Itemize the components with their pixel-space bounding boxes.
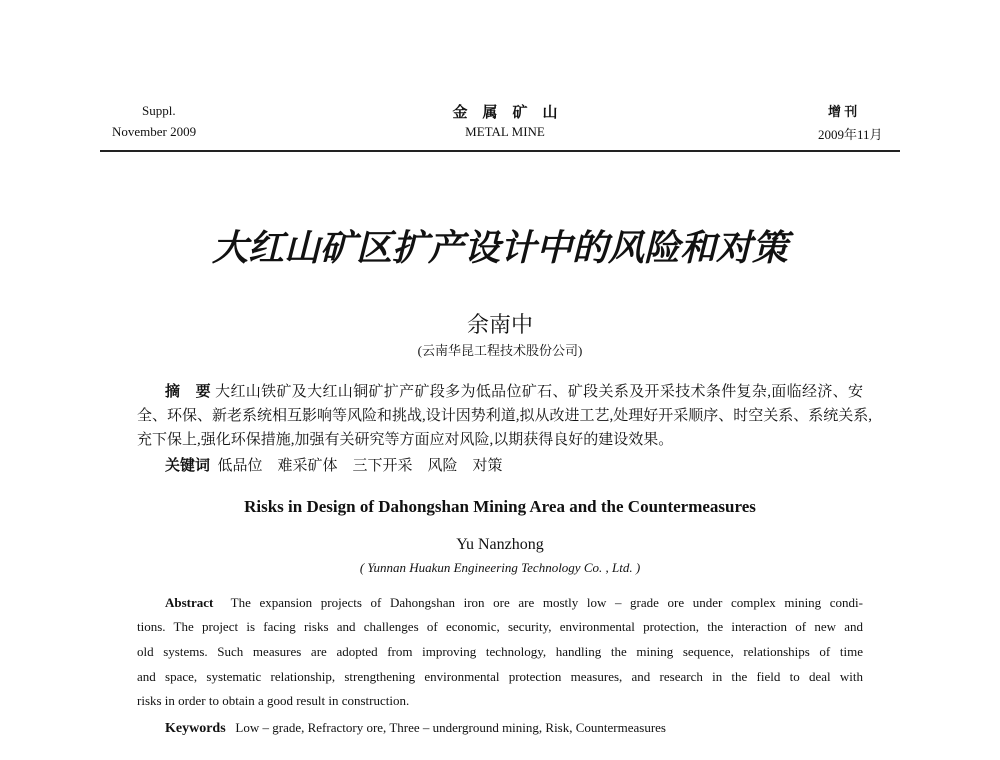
journal-name-en: METAL MINE xyxy=(465,124,545,139)
keywords-label-zh: 关键词 xyxy=(165,458,211,474)
title-en: Risks in Design of Dahongshan Mining Area and the Countermeasures xyxy=(244,497,756,516)
abstract-label-zh: 摘 要 xyxy=(165,384,212,400)
abstract-zh-line-3: 充下保上,强化环保措施,加强有关研究等方面应对风险,以期获得良好的建设效果。 xyxy=(137,432,674,448)
header-suppl: Suppl. xyxy=(142,103,176,118)
journal-name-zh: 金 属 矿 山 xyxy=(452,105,558,121)
abstract-en-line-5: risks in order to obtain a good result in construction. xyxy=(137,693,410,708)
abstract-en-line-2: tions. The project is facing risks and challenges of economic, security, environmental protection, the interaction of new and xyxy=(137,619,863,634)
abstract-en-line-4: and space, systematic relationship, strengthening environmental protection measures, and research in the field to deal with xyxy=(137,669,863,684)
abstract-zh-line-1: 摘 要 大红山铁矿及大红山铜矿扩产矿段多为低品位矿石、矿段关系及开采技术条件复杂,面临经济、安 xyxy=(165,384,863,400)
author-zh: 余南中 xyxy=(466,312,533,337)
abstract-label-en: Abstract xyxy=(165,595,214,610)
abstract-zh-line-2: 全、环保、新老系统相互影响等风险和挑战,设计因势利道,拟从改进工艺,处理好开采顺序、时空关系、系统关系, xyxy=(137,408,873,424)
header-supplement-zh: 增 刊 xyxy=(828,104,858,119)
title-zh: 大红山矿区扩产设计中的风险和对策 xyxy=(211,228,788,268)
header-date: November 2009 xyxy=(112,124,197,139)
keywords-en: Keywords Low – grade, Refractory ore, Three – underground mining, Risk, Countermeasures xyxy=(165,720,666,736)
abstract-en-line-1: Abstract The expansion projects of Dahongshan iron ore are mostly low – grade ore under complex mining condi- xyxy=(165,595,864,610)
header-date-zh: 2009年11月 xyxy=(818,127,883,142)
affiliation-zh: (云南华昆工程技术股份公司) xyxy=(417,343,583,358)
keywords-label-en: Keywords xyxy=(165,721,226,736)
header-rule xyxy=(100,150,900,152)
affiliation-en: ( Yunnan Huakun Engineering Technology Co. , Ltd. ) xyxy=(359,560,641,575)
keywords-zh: 关键词 低品位 难采矿体 三下开采 风险 对策 xyxy=(165,458,503,474)
abstract-en-line-3: old systems. Such measures are adopted from improving technology, handling the mining sequence, relationships of time xyxy=(137,644,863,659)
author-en: Yu Nanzhong xyxy=(456,536,544,553)
